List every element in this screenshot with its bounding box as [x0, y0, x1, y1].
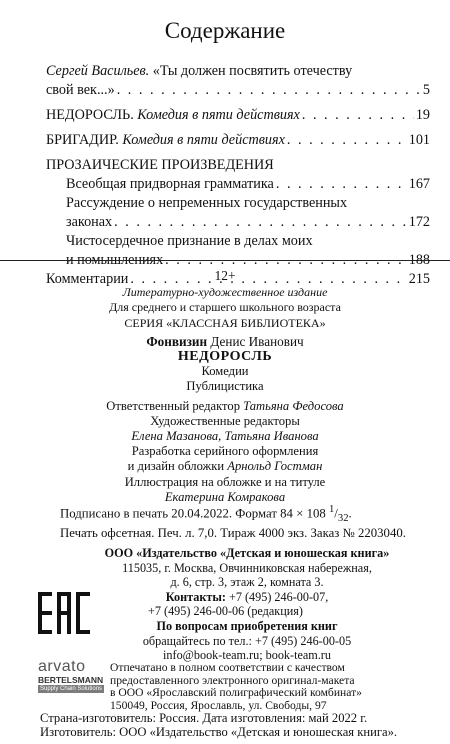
eac-certification-logo: [38, 592, 92, 634]
format-fraction-den: 32: [337, 512, 349, 524]
print-info: [60, 502, 430, 542]
toc-page-number: 101: [408, 132, 430, 148]
imprint-block: [0, 268, 450, 505]
genre-line-1: Комедии: [201, 364, 249, 379]
toc-entry-confession: [46, 232, 430, 270]
toc-page-number: 188: [408, 252, 430, 268]
manufacturer-line-1: Страна-изготовитель: Россия. Дата изготовления: май 2022 г.: [40, 711, 368, 725]
toc-entry-grammar: [46, 175, 430, 194]
printer-line-1: Отпечатано в полном соответствии с качеством: [110, 661, 345, 674]
print-signed-format: Подписано в печать 20.04.2022. Формат 84 × 108: [60, 506, 326, 521]
printer-line-2: предоставленного электронного оригинал-макета: [110, 673, 355, 687]
author-line: [0, 334, 450, 349]
design-credit-line2: [0, 459, 450, 474]
toc-entry-author: Сергей Васильев.: [46, 63, 150, 79]
toc-entry-nedorosl: [46, 106, 430, 125]
printer-line-4: 150049, Россия, Ярославль, ул. Свободы, 97: [110, 698, 327, 712]
art-editors-label: Художественные редакторы: [150, 413, 300, 428]
printer-info: [110, 662, 430, 712]
publisher-address-2: д. 6, стр. 3, этаж 2, комната 3.: [170, 575, 324, 590]
toc-entry-vasiliev: [46, 62, 430, 100]
purchase-label: По вопросам приобретения книг: [156, 618, 338, 633]
contacts-phone-1: +7 (495) 246-00-07,: [228, 589, 329, 604]
series-name: СЕРИЯ «КЛАССНАЯ БИБЛИОТЕКА»: [124, 315, 326, 330]
toc-entry-title-cont: законах: [66, 214, 113, 230]
publisher-email-site: info@book-team.ru; book-team.ru: [163, 648, 331, 663]
toc-entry-title: Комментарии: [46, 271, 129, 287]
table-of-contents: [46, 62, 430, 289]
age-rating: 12+: [214, 268, 236, 283]
toc-entry-title: Всеобщая придворная грамматика: [66, 176, 274, 192]
print-info-line2: Печать офсетная. Печ. л. 7,0. Тираж 4000 экз. Заказ № 2203040.: [60, 526, 406, 541]
design-label: и дизайн обложки: [127, 459, 225, 474]
publisher-contacts: [82, 590, 412, 605]
toc-page-number: 172: [408, 214, 430, 230]
toc-entry-subtitle: Комедия в пяти действиях: [122, 132, 285, 148]
toc-entry-subtitle: Комедия в пяти действиях: [137, 107, 300, 123]
editor-name: Татьяна Федосова: [243, 398, 344, 413]
format-fraction-num: 1: [328, 504, 335, 515]
credits: [0, 399, 450, 505]
book-title: НЕДОРОСЛЬ: [177, 349, 273, 365]
printer-line-3: в ООО «Ярославский полиграфический комбинат»: [110, 686, 362, 700]
edition-kind: Литературно-художественное издание: [122, 285, 328, 300]
designer-name: Арнольд Гостман: [227, 459, 323, 474]
toc-leader-dots: [276, 175, 407, 194]
publisher-name: ООО «Издательство «Детская и юношеская книга»: [104, 546, 390, 560]
arvato-parent: BERTELSMANN: [38, 675, 104, 685]
toc-entry-title: Чистосердечное признание в делах моих: [66, 233, 313, 249]
toc-leader-dots: [287, 131, 407, 150]
design-credit-line1: Разработка серийного оформления: [131, 444, 319, 459]
toc-entry-brigadir: [46, 131, 430, 150]
editor-label: Ответственный редактор: [106, 398, 240, 413]
arvato-tagline: Supply Chain Solutions: [40, 686, 103, 692]
toc-entry-title-cont: свой век...»: [46, 82, 115, 98]
author-surname: Фонвизин: [146, 333, 208, 349]
page-title: Содержание: [164, 18, 286, 43]
purchase-phone: обращайтесь по тел.: +7 (495) 246-00-05: [142, 633, 352, 648]
toc-page-number: 5: [422, 82, 430, 98]
toc-leader-dots: [114, 213, 407, 232]
editor-credit: [0, 399, 450, 414]
toc-entry-reasoning: [46, 194, 430, 232]
toc-page-number: 215: [408, 271, 430, 287]
manufacturer-line-2: Изготовитель: ООО «Издательство «Детская и юношеская книга».: [40, 725, 398, 740]
toc-page-number: 19: [415, 107, 430, 123]
toc-entry-title-cont: и помышлениях: [66, 252, 164, 268]
toc-entry-title: БРИГАДИР.: [46, 132, 119, 148]
illustration-label: Иллюстрация на обложке и на титуле: [124, 474, 326, 489]
toc-entry-title: «Ты должен посвятить отечеству: [152, 63, 353, 79]
illustrator-name: Екатерина Комракова: [164, 489, 286, 504]
toc-entry-title: НЕДОРОСЛЬ.: [46, 107, 134, 123]
toc-page-number: 167: [408, 176, 430, 192]
author-given-name: Денис Иванович: [210, 333, 304, 349]
toc-leader-dots: [117, 81, 421, 100]
toc-section-title: ПРОЗАИЧЕСКИЕ ПРОИЗВЕДЕНИЯ: [46, 157, 274, 173]
audience-note: Для среднего и старшего школьного возраста: [109, 300, 341, 315]
publisher-info: [82, 546, 412, 663]
contacts-label: Контакты:: [165, 589, 226, 604]
contacts-phone-2: +7 (495) 246-00-06 (редакция): [148, 604, 303, 619]
genre-line-2: Публицистика: [186, 379, 264, 394]
print-info-line1: Подписано в печать 20.04.2022. Формат 84 × 108 $^1/_{32}$.: [60, 504, 352, 524]
manufacturer-info: [40, 711, 440, 739]
print-line1-end: .: [348, 506, 352, 521]
arvato-logo: [38, 658, 104, 693]
toc-section-heading: [46, 156, 430, 175]
art-editors-names: Елена Мазанова, Татьяна Иванова: [131, 429, 319, 444]
toc-entry-title: Рассуждение о непременных государственных: [66, 195, 348, 211]
section-divider: [0, 260, 450, 261]
toc-leader-dots: [302, 106, 414, 125]
arvato-name: arvato: [38, 658, 86, 675]
publisher-address-1: 115035, г. Москва, Овчинниковская набережная,: [122, 560, 372, 575]
